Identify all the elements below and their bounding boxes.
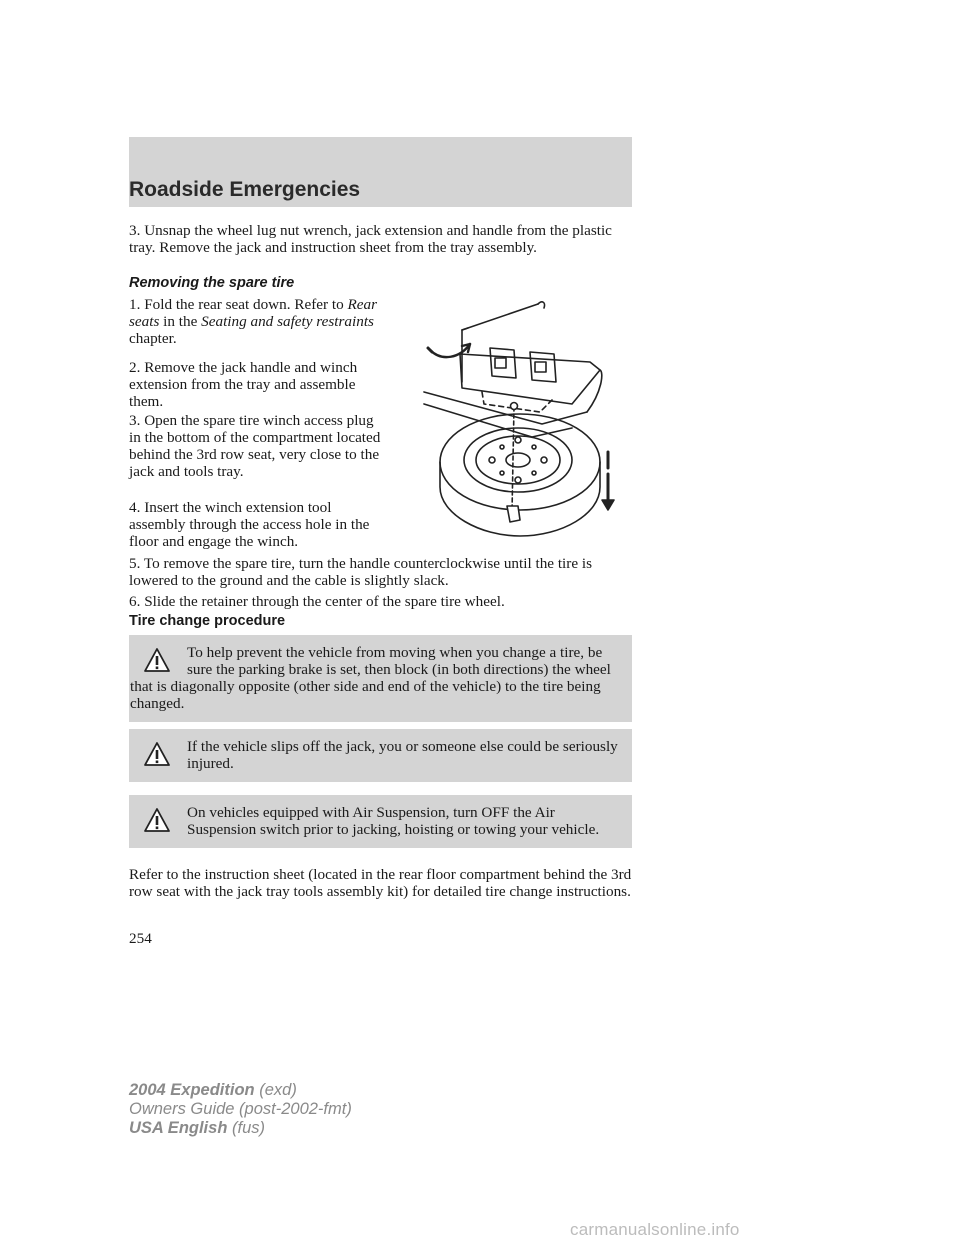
- warning-box-air-suspension: [129, 795, 632, 848]
- tire-change-heading: Tire change procedure: [129, 613, 286, 629]
- step-3-text: 3. Open the spare tire winch access plug in the bottom of the compartment located behind the 3rd row seat, very close to the jack and tools tray.: [129, 412, 381, 480]
- step-5-text: 5. To remove the spare tire, turn the handle counterclockwise until the tire is lowered to the ground and the cable is slightly slack.: [129, 555, 592, 589]
- step-2-text: 2. Remove the jack handle and winch extension from the tray and assemble them.: [129, 359, 358, 410]
- spare-tire-winch-illustration: [422, 292, 632, 540]
- page-number: 254: [129, 930, 152, 947]
- step-6-text: 6. Slide the retainer through the center of the spare tire wheel.: [129, 593, 505, 610]
- footer-line-1: 2004 Expedition (exd): [129, 1081, 297, 1099]
- step-4-text: 4. Insert the winch extension tool assembly through the access hole in the floor and engage the winch.: [129, 499, 370, 550]
- warning-triangle-icon: [143, 647, 171, 673]
- chapter-title: Roadside Emergencies: [129, 178, 361, 201]
- warning-box-jack: [129, 729, 632, 782]
- closing-paragraph: Refer to the instruction sheet (located in the rear floor compartment behind the 3rd row seat with the jack tray tools assembly kit) for detailed tire change instructions.: [129, 866, 632, 900]
- document-footer: [129, 1081, 352, 1138]
- footer-line-3: USA English (fus): [129, 1119, 265, 1137]
- removing-spare-tire-heading: Removing the spare tire: [129, 275, 295, 291]
- warning-box-parking: [129, 635, 632, 722]
- warning-text-parking: To help prevent the vehicle from moving when you change a tire, be sure the parking brake is set, then block (in both directions) the wheel that is diagonally opposite (other side and end of the vehicle) to the tire being changed.: [130, 644, 611, 712]
- step-3-intro: 3. Unsnap the wheel lug nut wrench, jack extension and handle from the plastic tray. Remove the jack and instruction sheet from the tray assembly.: [129, 222, 612, 256]
- warning-text-air-suspension: On vehicles equipped with Air Suspension, turn OFF the Air Suspension switch prior to jacking, hoisting or towing your vehicle.: [187, 804, 600, 838]
- step-1-text: 1. Fold the rear seat down. Refer to Rear seats in the Seating and safety restraints chapter.: [129, 296, 377, 347]
- warning-triangle-icon: [143, 741, 171, 767]
- warning-text-jack: If the vehicle slips off the jack, you or someone else could be seriously injured.: [187, 738, 618, 772]
- watermark: carmanualsonline.info: [570, 1220, 740, 1239]
- warning-triangle-icon: [143, 807, 171, 833]
- footer-line-2: Owners Guide (post-2002-fmt): [129, 1100, 352, 1118]
